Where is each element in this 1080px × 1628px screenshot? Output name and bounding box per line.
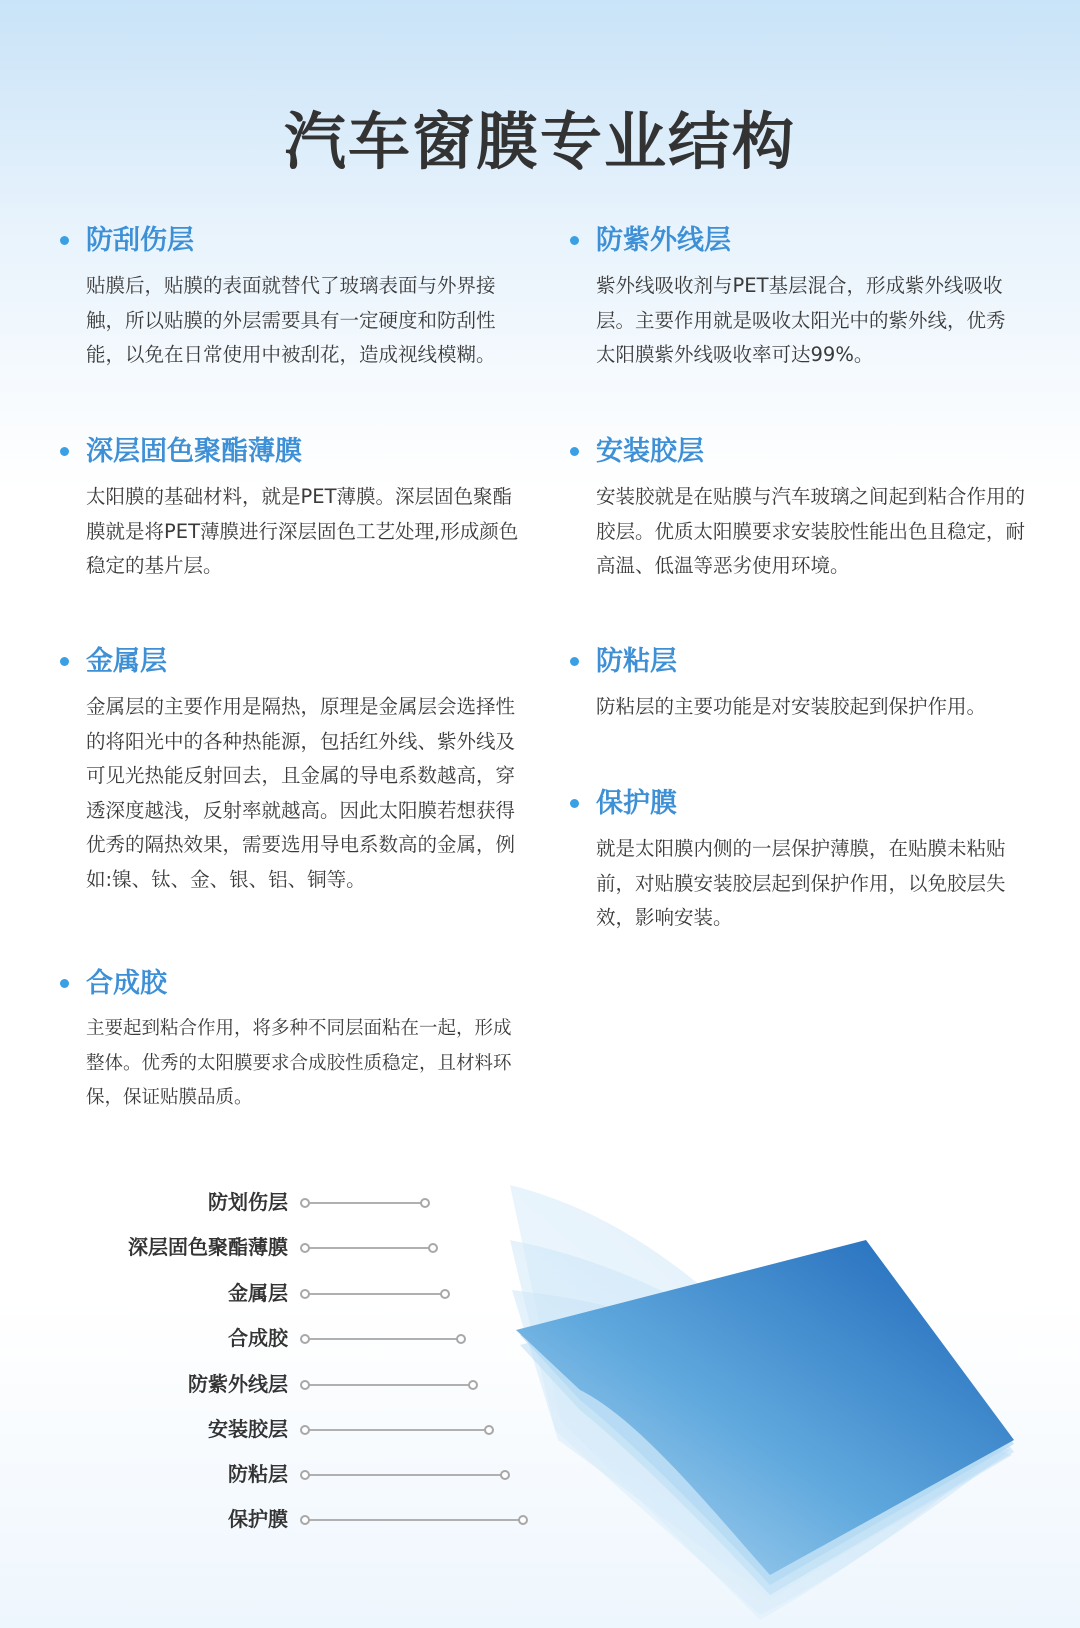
page-title: 汽车窗膜专业结构 (283, 105, 796, 178)
section-body: 防粘层的主要功能是对安装胶起到保护作用。 (596, 695, 987, 718)
section-body: 紫外线吸收剂与PET基层混合，形成紫外线吸收层。主要作用就是吸收太阳光中的紫外线，优秀太阳膜紫外线吸收率可达99%。 (596, 274, 1006, 366)
leader-line (306, 1247, 432, 1249)
film-layer-sheets (510, 1185, 1014, 1620)
diagram-label-scratch: 防划伤层 (208, 1190, 288, 1214)
section-body: 安装胶就是在贴膜与汽车玻璃之间起到粘合作用的胶层。优质太阳膜要求安装胶性能出色且稳定，耐高温、低温等恶劣使用环境。 (596, 485, 1026, 577)
section-body: 就是太阳膜内侧的一层保护薄膜，在贴膜未粘贴前，对贴膜安装胶层起到保护作用，以免胶层失效，影响安装。 (596, 837, 1006, 929)
section-title: 防粘层 (596, 644, 1056, 680)
section-title: 安装胶层 (596, 434, 1036, 470)
section-title: 深层固色聚酯薄膜 (86, 434, 526, 470)
section-body: 金属层的主要作用是隔热，原理是金属层会选择性的将阳光中的各种热能源，包括红外线、紫外线及可见光热能反射回去，且金属的导电系数越高，穿透深度越浅，反射率就越高。因此太阳膜若想获得优秀的隔热效果，需要选用导电系数高的金属，例如:镍、钛、金、银、铝、铜等。 (86, 695, 516, 891)
leader-line (306, 1338, 460, 1340)
section-body: 贴膜后，贴膜的表面就替代了玻璃表面与外界接触，所以贴膜的外层需要具有一定硬度和防刮性能，以免在日常使用中被刮花，造成视线模糊。 (86, 274, 496, 366)
leader-line (306, 1384, 472, 1386)
section-title: 防紫外线层 (596, 223, 1021, 259)
leader-line (306, 1519, 522, 1521)
section-title: 保护膜 (596, 786, 1036, 822)
leader-line (306, 1202, 424, 1204)
section-body: 太阳膜的基础材料，就是PET薄膜。深层固色聚酯膜就是将PET薄膜进行深层固色工艺处理,形成颜色稳定的基片层。 (86, 485, 519, 577)
diagram-label-uv: 防紫外线层 (188, 1372, 288, 1396)
diagram-label-polyester: 深层固色聚酯薄膜 (128, 1235, 288, 1259)
diagram-label-install-adhesive: 安装胶层 (208, 1417, 288, 1441)
section-title: 金属层 (86, 644, 526, 680)
diagram-label-protective: 保护膜 (228, 1507, 288, 1531)
section-title: 防刮伤层 (86, 223, 526, 259)
diagram-label-laminating: 合成胶 (228, 1326, 288, 1350)
diagram-label-anti-stick: 防粘层 (228, 1462, 288, 1486)
section-title: 合成胶 (86, 966, 526, 1002)
leader-line (306, 1293, 444, 1295)
leader-line (306, 1429, 488, 1431)
section-body: 主要起到粘合作用，将多种不同层面粘在一起，形成整体。优秀的太阳膜要求合成胶性质稳定，且材料环保，保证贴膜品质。 (86, 1018, 512, 1108)
leader-line (306, 1474, 504, 1476)
diagram-label-metal: 金属层 (228, 1281, 288, 1305)
